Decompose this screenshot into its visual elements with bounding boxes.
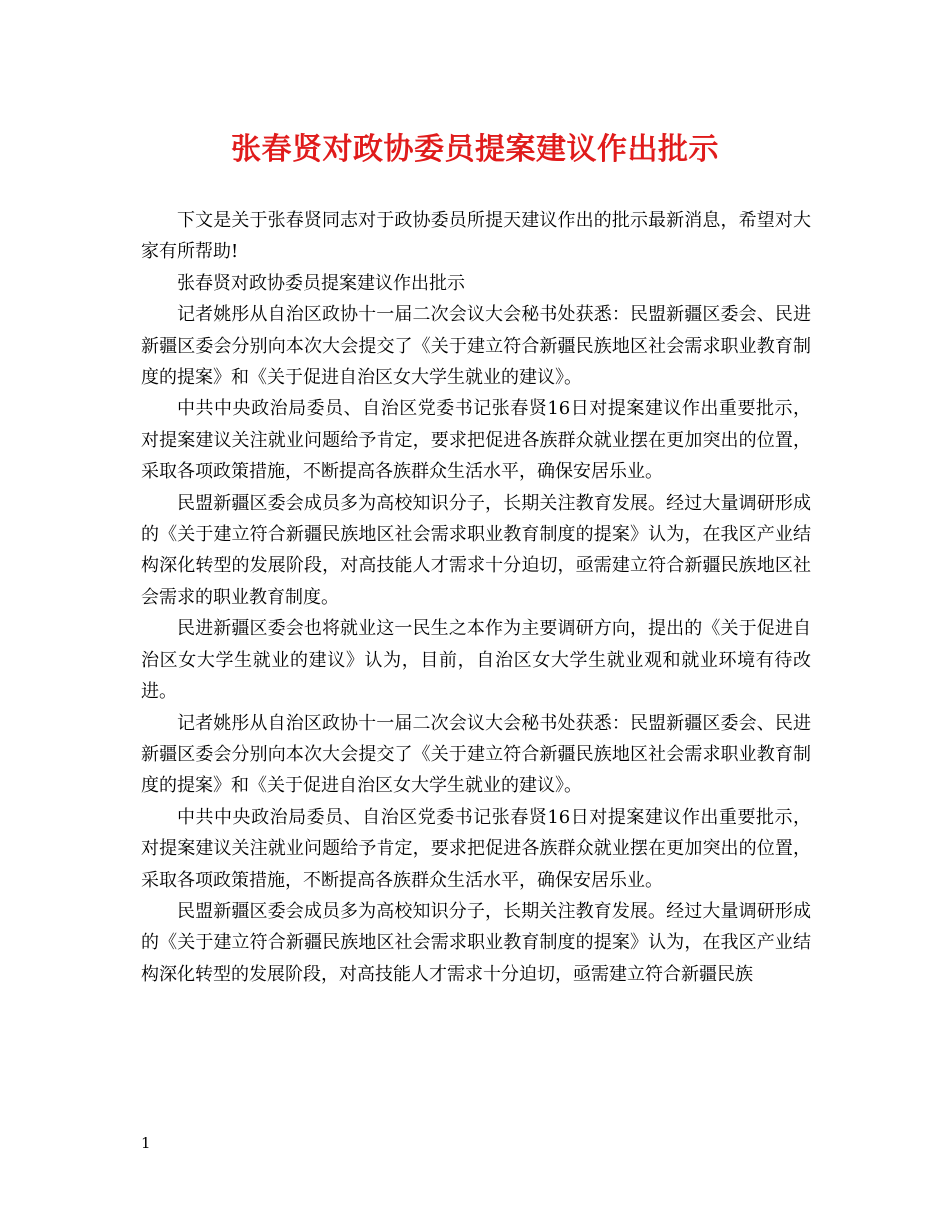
- paragraph: 记者姚彤从自治区政协十一届二次会议大会秘书处获悉：民盟新疆区委会、民进新疆区委会分别向本次大会提交了《关于建立符合新疆民族地区社会需求职业教育制度的提案》和《关于促进自治区女大学生就业的建议》。: [141, 304, 811, 389]
- paragraph-intro: 下文是关于张春贤同志对于政协委员所提天建议作出的批示最新消息，希望对大家有所帮助!: [141, 210, 811, 263]
- paragraph: 记者姚彤从自治区政协十一届二次会议大会秘书处获悉：民盟新疆区委会、民进新疆区委会分别向本次大会提交了《关于建立符合新疆民族地区社会需求职业教育制度的提案》和《关于促进自治区女大学生就业的建议》。: [141, 712, 811, 797]
- paragraph: 中共中央政治局委员、自治区党委书记张春贤16日对提案建议作出重要批示，对提案建议关注就业问题给予肯定，要求把促进各族群众就业摆在更加突出的位置，采取各项政策措施，不断提高各族群众生活水平，确保安居乐业。: [141, 398, 811, 483]
- paragraph: 中共中央政治局委员、自治区党委书记张春贤16日对提案建议作出重要批示，对提案建议关注就业问题给予肯定，要求把促进各族群众就业摆在更加突出的位置，采取各项政策措施，不断提高各族群众生活水平，确保安居乐业。: [141, 806, 811, 891]
- paragraph: 民盟新疆区委会成员多为高校知识分子，长期关注教育发展。经过大量调研形成的《关于建立符合新疆民族地区社会需求职业教育制度的提案》认为，在我区产业结构深化转型的发展阶段，对高技能人才需求十分迫切，亟需建立符合新疆民族: [141, 900, 811, 985]
- paragraph: 民盟新疆区委会成员多为高校知识分子，长期关注教育发展。经过大量调研形成的《关于建立符合新疆民族地区社会需求职业教育制度的提案》认为，在我区产业结构深化转型的发展阶段，对高技能人才需求十分迫切，亟需建立符合新疆民族地区社会需求的职业教育制度。: [141, 492, 811, 608]
- document-body: [141, 205, 811, 990]
- paragraph-subtitle: 张春贤对政协委员提案建议作出批示: [177, 272, 465, 294]
- document-title: 张春贤对政协委员提案建议作出批示: [231, 132, 719, 167]
- paragraph: 民进新疆区委会也将就业这一民生之本作为主要调研方向，提出的《关于促进自治区女大学生就业的建议》认为，目前，自治区女大学生就业观和就业环境有待改进。: [141, 618, 811, 703]
- page-number: 1: [141, 1134, 151, 1152]
